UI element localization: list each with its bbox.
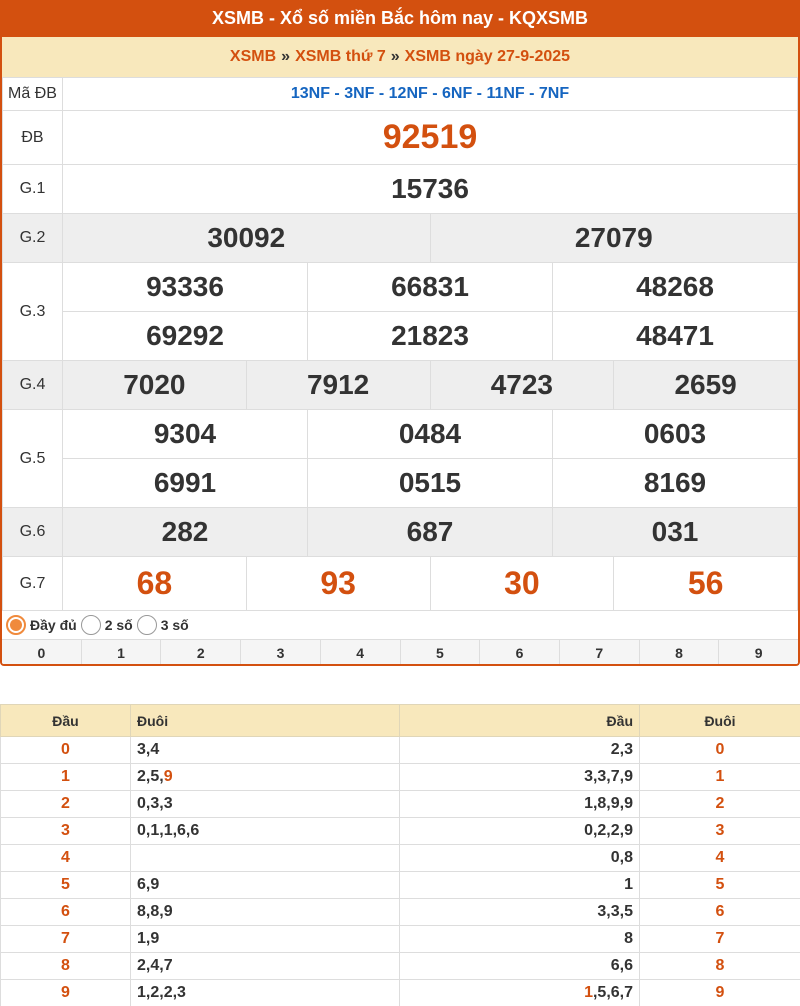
loto-row [1,737,800,764]
loto-dau-list [400,980,640,1006]
loto-dau: 4 [1,845,131,872]
loto-duoi-text: 2,5, [137,768,164,785]
g7-label: G.7 [3,557,63,611]
prize-g3: 48471 [553,312,798,361]
loto-duoi-digit: 2 [640,791,800,818]
loto-header-duoi-2: Đuôi [640,705,800,737]
prize-g4: 7020 [63,361,247,410]
digit-filter-6[interactable]: 6 [480,640,560,666]
digit-filter [2,639,798,666]
prize-g6: 687 [308,508,553,557]
loto-row [1,764,800,791]
loto-row [1,980,800,1006]
loto-duoi: 3,4 [131,737,400,764]
prize-g5: 6991 [63,459,308,508]
loto-duoi-digit: 1 [640,764,800,791]
loto-row [1,926,800,953]
loto-row [1,953,800,980]
breadcrumb-xsmb-thu-7[interactable]: XSMB thứ 7 [295,48,386,65]
radio-three-digits[interactable] [137,615,157,635]
loto-duoi: 0,3,3 [131,791,400,818]
loto-dau-list: 1,8,9,9 [400,791,640,818]
g4-label: G.4 [3,361,63,410]
prize-g3: 66831 [308,263,553,312]
loto-duoi-digit: 0 [640,737,800,764]
prize-g7: 30 [430,557,614,611]
digit-filter-3[interactable]: 3 [241,640,321,666]
loto-duoi-digit: 7 [640,926,800,953]
loto-dau-list: 8 [400,926,640,953]
prize-g3: 93336 [63,263,308,312]
loto-header-dau-2: Đầu [400,705,640,737]
prize-g7: 56 [614,557,798,611]
ma-db-label: Mã ĐB [3,78,63,111]
digit-filter-0[interactable]: 0 [2,640,82,666]
option-two-label: 2 số [104,617,133,633]
prize-g3: 69292 [63,312,308,361]
loto-table [0,704,800,1006]
digit-filter-8[interactable]: 8 [640,640,720,666]
loto-dau: 3 [1,818,131,845]
loto-duoi: 0,1,1,6,6 [131,818,400,845]
radio-two-digits[interactable] [81,615,101,635]
loto-dau: 1 [1,764,131,791]
loto-row [1,899,800,926]
loto-duoi-digit: 3 [640,818,800,845]
loto-dau-highlight: 1 [584,984,593,1001]
prize-g3: 48268 [553,263,798,312]
prize-g5: 0603 [553,410,798,459]
breadcrumb-xsmb-date[interactable]: XSMB ngày 27-9-2025 [404,48,571,65]
loto-duoi [131,845,400,872]
loto-dau-list: 0,2,2,9 [400,818,640,845]
loto-duoi: 6,9 [131,872,400,899]
prize-g2: 30092 [63,214,431,263]
prize-g6: 282 [63,508,308,557]
digit-filter-7[interactable]: 7 [560,640,640,666]
digit-filter-5[interactable]: 5 [401,640,481,666]
g6-label: G.6 [3,508,63,557]
prize-g5: 0515 [308,459,553,508]
prize-g2: 27079 [430,214,798,263]
g1-label: G.1 [3,165,63,214]
loto-row [1,818,800,845]
loto-duoi-digit: 4 [640,845,800,872]
prize-g7: 93 [246,557,430,611]
g3-label: G.3 [3,263,63,361]
loto-header-duoi: Đuôi [131,705,400,737]
radio-full[interactable] [6,615,26,635]
loto-duoi: 1,2,2,3 [131,980,400,1006]
prize-g4: 4723 [430,361,614,410]
breadcrumb [2,37,798,77]
loto-duoi-highlight: 9 [163,768,173,785]
loto-row [1,791,800,818]
loto-duoi-digit: 8 [640,953,800,980]
option-three-label: 3 số [160,617,189,633]
prize-g5: 8169 [553,459,798,508]
option-full[interactable] [6,615,77,635]
prize-g1: 15736 [63,165,798,214]
loto-dau: 6 [1,899,131,926]
ma-db-value: 13NF - 3NF - 12NF - 6NF - 11NF - 7NF [63,78,798,111]
option-three-digits[interactable] [137,615,189,635]
loto-dau-list: 0,8 [400,845,640,872]
prize-g4: 2659 [614,361,798,410]
loto-dau-list: 3,3,5 [400,899,640,926]
loto-duoi [131,764,400,791]
prize-g4: 7912 [246,361,430,410]
results-table [2,77,798,611]
loto-dau-list: 1 [400,872,640,899]
loto-row [1,845,800,872]
display-options [2,611,798,639]
prize-db: 92519 [63,111,798,165]
page-title: XSMB - Xổ số miền Bắc hôm nay - KQXSMB [2,0,798,37]
digit-filter-4[interactable]: 4 [321,640,401,666]
breadcrumb-separator: » [390,48,400,65]
loto-duoi: 1,9 [131,926,400,953]
loto-dau: 8 [1,953,131,980]
g2-label: G.2 [3,214,63,263]
loto-dau: 7 [1,926,131,953]
loto-dau-text: ,5,6,7 [592,984,633,1001]
loto-dau: 9 [1,980,131,1006]
prize-g5: 0484 [308,410,553,459]
loto-duoi-digit: 5 [640,872,800,899]
loto-row [1,872,800,899]
digit-filter-2[interactable]: 2 [161,640,241,666]
prize-g7: 68 [63,557,247,611]
loto-dau: 5 [1,872,131,899]
breadcrumb-separator: » [281,48,291,65]
loto-dau-list: 3,3,7,9 [400,764,640,791]
prize-g5: 9304 [63,410,308,459]
prize-g3: 21823 [308,312,553,361]
loto-duoi-digit: 9 [640,980,800,1006]
loto-dau-list: 6,6 [400,953,640,980]
g5-label: G.5 [3,410,63,508]
digit-filter-9[interactable]: 9 [719,640,798,666]
option-two-digits[interactable] [81,615,133,635]
loto-header-dau: Đầu [1,705,131,737]
prize-g6: 031 [553,508,798,557]
loto-duoi-digit: 6 [640,899,800,926]
breadcrumb-xsmb[interactable]: XSMB [229,48,277,65]
loto-dau: 0 [1,737,131,764]
loto-dau-list: 2,3 [400,737,640,764]
db-label: ĐB [3,111,63,165]
loto-duoi: 8,8,9 [131,899,400,926]
loto-dau: 2 [1,791,131,818]
loto-duoi: 2,4,7 [131,953,400,980]
digit-filter-1[interactable]: 1 [82,640,162,666]
option-full-label: Đầy đủ [30,617,77,633]
